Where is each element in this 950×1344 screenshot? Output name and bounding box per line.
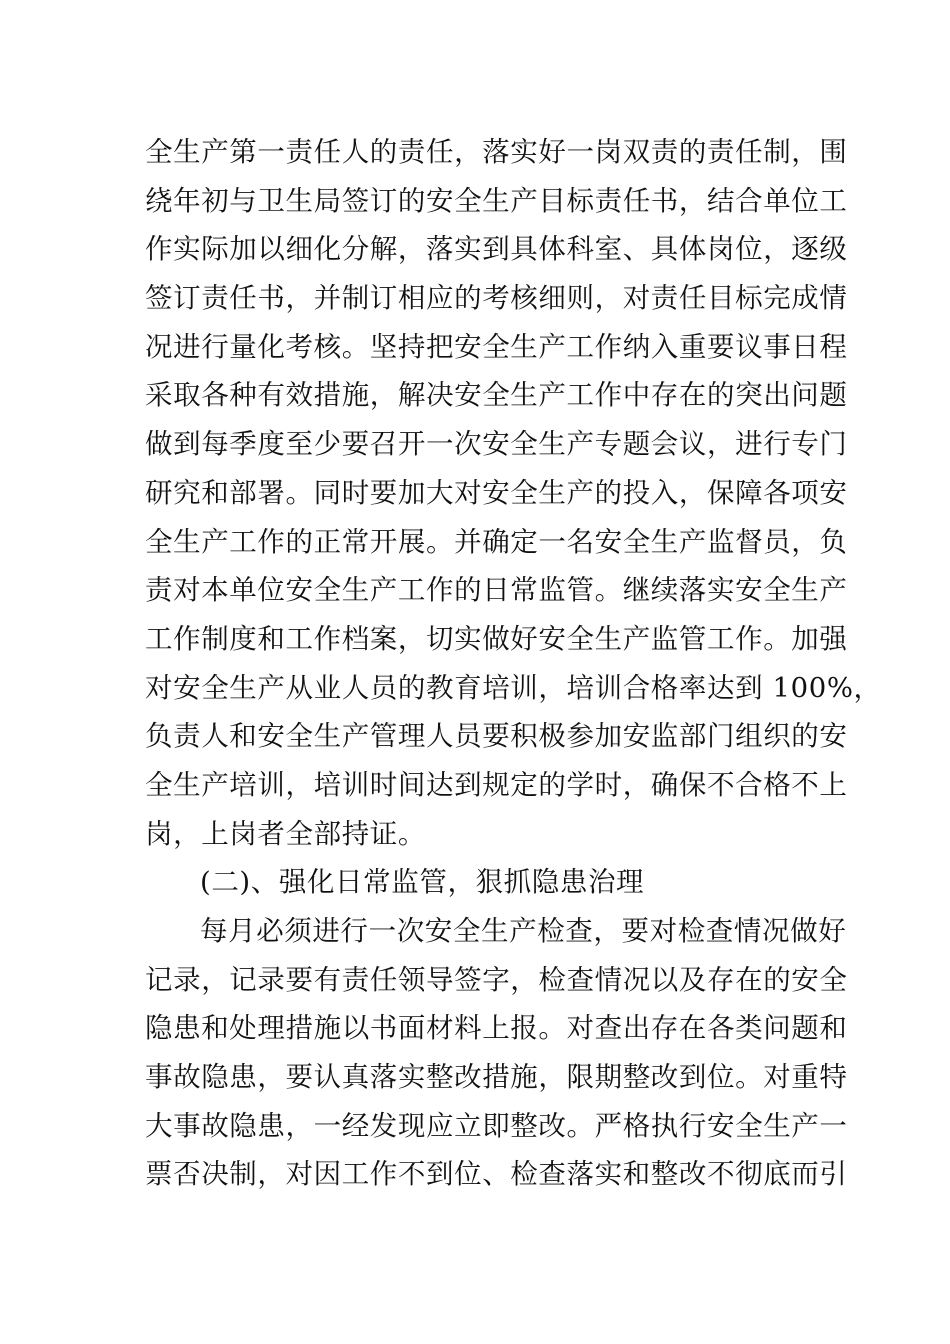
text-line: 绕年初与卫生局签订的安全生产目标责任书，结合单位工 <box>145 184 848 217</box>
text-line: 做到每季度至少要召开一次安全生产专题会议，进行专门 <box>145 428 848 461</box>
text-line: 全生产培训，培训时间达到规定的学时，确保不合格不上 <box>145 768 848 801</box>
text-line: 岗，上岗者全部持证。 <box>145 817 426 850</box>
text-line: 研究和部署。同时要加大对安全生产的投入，保障各项安 <box>145 476 848 509</box>
text-line: 隐患和处理措施以书面材料上报。对查出存在各类问题和 <box>145 1012 848 1045</box>
text-line: 全生产第一责任人的责任，落实好一岗双责的责任制，围 <box>145 136 848 168</box>
paragraph-start-line: (二)、强化日常监管，狠抓隐患治理 <box>200 866 645 899</box>
text-line: 对安全生产从业人员的教育培训，培训合格率达到 100%， <box>145 671 882 704</box>
paragraph-start-line: 每月必须进行一次安全生产检查，要对检查情况做好 <box>200 915 847 947</box>
text-line: 票否决制，对因工作不到位、检查落实和整改不彻底而引 <box>145 1158 848 1191</box>
text-line: 工作制度和工作档案，切实做好安全生产监管工作。加强 <box>145 622 848 655</box>
text-line: 负责人和安全生产管理人员要积极参加安监部门组织的安 <box>145 720 848 753</box>
text-line: 签订责任书，并制订相应的考核细则，对责任目标完成情 <box>145 282 848 315</box>
text-line: 况进行量化考核。坚持把安全生产工作纳入重要议事日程 <box>145 330 848 363</box>
text-line: 责对本单位安全生产工作的日常监管。继续落实安全生产 <box>145 574 848 607</box>
text-line: 大事故隐患，一经发现应立即整改。严格执行安全生产一 <box>145 1109 848 1142</box>
text-line: 采取各种有效措施，解决安全生产工作中存在的突出问题 <box>145 379 848 412</box>
document-body <box>145 128 882 1199</box>
text-line: 全生产工作的正常开展。并确定一名安全生产监督员，负 <box>145 525 848 558</box>
text-line: 作实际加以细化分解，落实到具体科室、具体岗位，逐级 <box>145 233 848 266</box>
text-line: 记录，记录要有责任领导签字，检查情况以及存在的安全 <box>145 963 848 996</box>
text-line: 事故隐患，要认真落实整改措施，限期整改到位。对重特 <box>145 1061 848 1094</box>
